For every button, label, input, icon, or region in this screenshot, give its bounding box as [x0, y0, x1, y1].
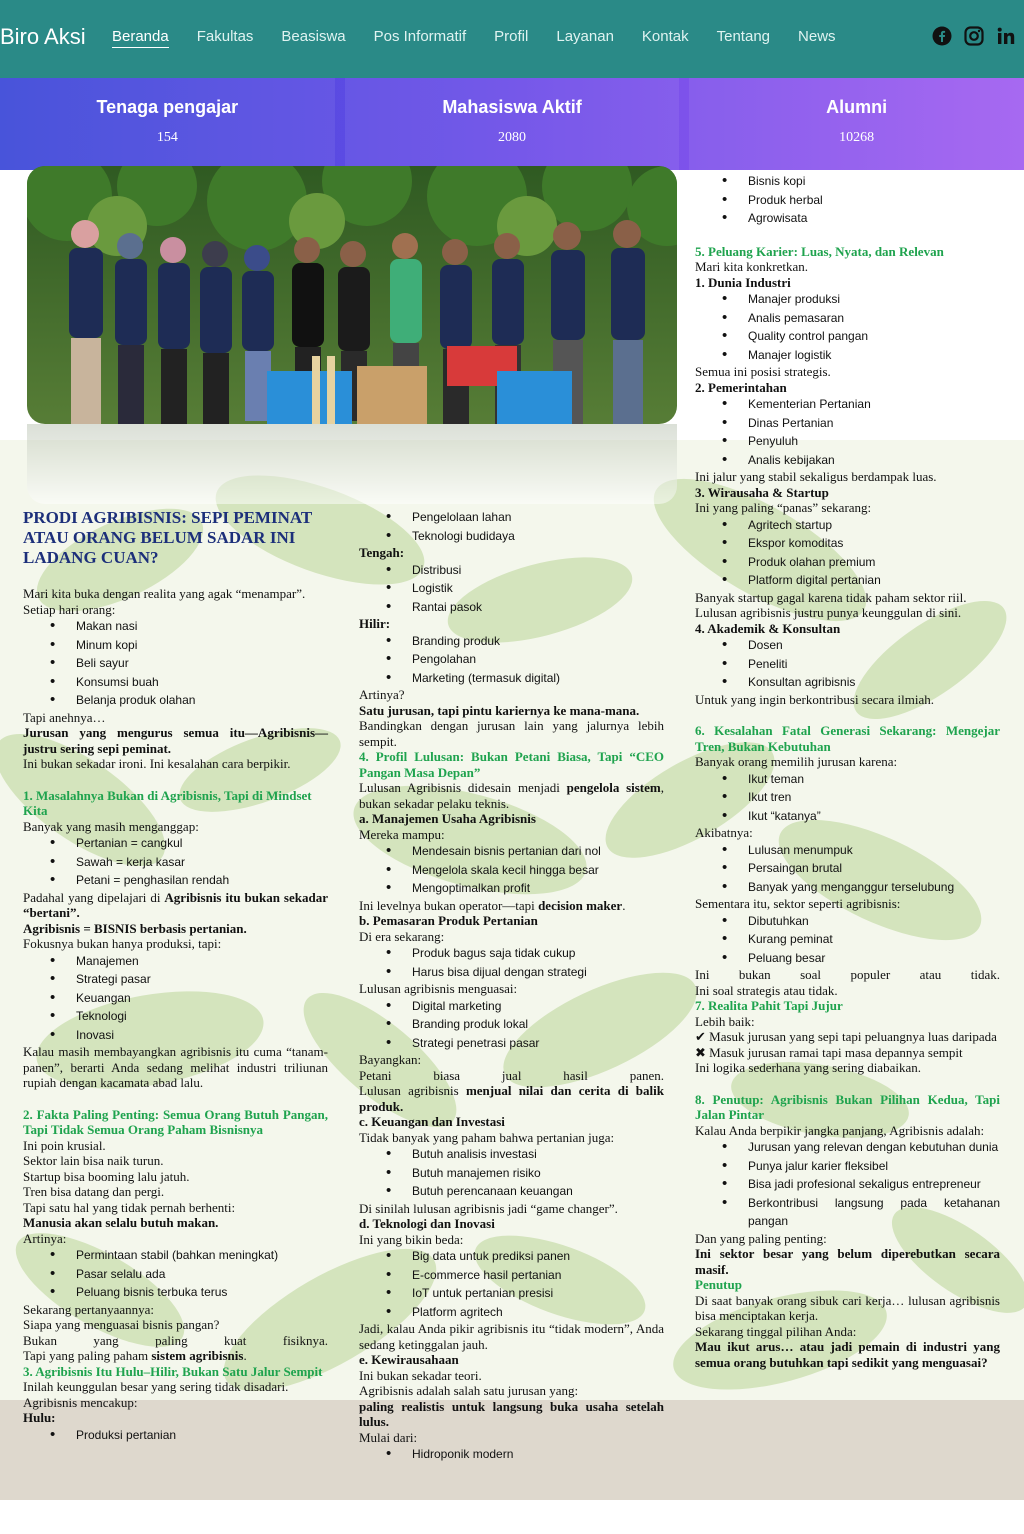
body-text: Lulusan agribisnis menguasai: [359, 981, 518, 996]
body-text: Ini bukan sekadar ironi. Ini kesalahan cara berpikir. [23, 756, 291, 771]
bullet-list [23, 1246, 328, 1302]
body-text: Di sinilah lulusan agribisnis jadi “game changer”. [359, 1200, 618, 1216]
list-item: • Banyak yang menganggur terselubung [695, 878, 1000, 897]
stat-label: Tenaga pengajar [96, 97, 239, 117]
subheading: b. Pemasaran Produk Pertanian [359, 913, 538, 928]
list-item: • Bisnis kopi [695, 172, 1000, 191]
main-nav [112, 28, 836, 48]
list-item: • Butuh perencanaan keuangan [359, 1182, 664, 1201]
list-item: • Teknologi [23, 1007, 328, 1026]
body-text: Lulusan Agribisnis didesain menjadi pengelola sistem, bukan sekadar pelaku teknis. [359, 780, 664, 811]
list-item: • Branding produk lokal [359, 1015, 664, 1034]
body-text: Agribisnis adalah salah satu jurusan yang: [359, 1383, 579, 1398]
bullet-list [695, 636, 1000, 692]
bullet-list [695, 1138, 1000, 1231]
stat-value: 10268 [839, 130, 875, 145]
emphasis-text: Mau ikut arus… atau jadi pemain di industri yang semua orang butuhkan tapi sedikit yang menguasai? [695, 1339, 1000, 1370]
list-item: • Strategi pasar [23, 970, 328, 989]
list-item: • Penyuluh [695, 432, 1000, 451]
subheading: d. Teknologi dan Inovasi [359, 1216, 495, 1231]
nav-item-news[interactable]: News [798, 28, 836, 45]
body-text: Untuk yang ingin berkontribusi secara ilmiah. [695, 691, 935, 707]
list-item: • Punya jalur karier fleksibel [695, 1157, 1000, 1176]
subheading: 4. Akademik & Konsultan [695, 620, 841, 636]
body-text: Siapa yang menguasai bisnis pangan? [23, 1317, 220, 1332]
list-item: • Jurusan yang relevan dengan kebutuhan dunia [695, 1138, 1000, 1157]
stat-mahasiswa-aktif [345, 78, 680, 170]
body-text: Banyak yang masih menganggap: [23, 818, 199, 834]
body-text: Jadi, kalau Anda pikir agribisnis itu “tidak modern”, Anda sedang ketinggalan jauh. [359, 1321, 664, 1352]
body-text: Banyak orang memilih jurusan karena: [695, 754, 898, 769]
bullet-list [695, 770, 1000, 826]
list-item: • Konsumsi buah [23, 673, 328, 692]
body-text: Mulai dari: [359, 1429, 418, 1445]
list-item: • Sawah = kerja kasar [23, 853, 328, 872]
list-item: • Manajer produksi [695, 290, 1000, 309]
list-item: • Belanja produk olahan [23, 691, 328, 710]
body-text: Sekarang tinggal pilihan Anda: [695, 1323, 857, 1339]
list-item: • Berkontribusi langsung pada ketahanan pangan [695, 1194, 1000, 1231]
bullet-list [23, 834, 328, 890]
list-item: • Ekspor komoditas [695, 534, 1000, 553]
list-item: • Produk olahan premium [695, 553, 1000, 572]
nav-item-profil[interactable]: Profil [494, 28, 529, 45]
article-column-3 [695, 172, 1000, 1370]
emphasis-text: Jurusan yang mengurus semua itu—Agribisnis—justru sering sepi peminat. [23, 725, 328, 756]
body-text: Petani biasa jual hasil panen. [359, 1067, 664, 1083]
facebook-icon[interactable] [932, 26, 952, 46]
section-heading: 1. Masalahnya Bukan di Agribisnis, Tapi di Mindset Kita [23, 787, 312, 818]
nav-item-beranda[interactable]: Beranda [112, 28, 169, 48]
body-text: Ini logika sederhana yang sering diabaikan. [695, 1060, 921, 1075]
list-item: • Logistik [359, 579, 664, 598]
article-column-2 [359, 508, 664, 1464]
bullet-list [695, 841, 1000, 897]
bullet-list [359, 632, 664, 688]
body-text: Tapi yang paling paham sistem agribisnis. [23, 1348, 247, 1363]
nav-item-beasiswa[interactable]: Beasiswa [281, 28, 346, 45]
bullet-list [695, 172, 1000, 228]
list-item: • Bisa jadi profesional sekaligus entrepreneur [695, 1175, 1000, 1194]
list-item: • Platform digital pertanian [695, 571, 1000, 590]
emphasis-text: Satu jurusan, tapi pintu kariernya ke mana-mana. [359, 702, 640, 718]
list-item: • Ikut “katanya” [695, 807, 1000, 826]
list-item: • Manajemen [23, 952, 328, 971]
bullet-list [359, 1145, 664, 1201]
stat-tenaga-pengajar [0, 78, 335, 170]
body-text: ✖ Masuk jurusan ramai tapi masa depannya sempit [695, 1044, 963, 1060]
body-text: Startup bisa booming lalu jatuh. [23, 1168, 190, 1184]
body-text: Di saat banyak orang sibuk cari kerja… lulusan agribisnis bisa menciptakan kerja. [695, 1292, 1000, 1323]
list-item: • Pengelolaan lahan [359, 508, 664, 527]
list-item: • Kurang peminat [695, 930, 1000, 949]
bullet-list [359, 842, 664, 898]
list-item: • Hidroponik modern [359, 1445, 664, 1464]
body-text: Sekarang pertanyaannya: [23, 1301, 155, 1317]
body-text: Bukan yang paling kuat fisiknya. [23, 1332, 328, 1348]
nav-item-kontak[interactable]: Kontak [641, 28, 689, 45]
article-title: PRODI AGRIBISNIS: SEPI PEMINAT ATAU ORANG BELUM SADAR INI LADANG CUAN? [23, 508, 312, 567]
subheading: c. Keuangan dan Investasi [359, 1114, 505, 1129]
body-text: Kalau masih membayangkan agribisnis itu cuma “tanam-panen”, berarti Anda sedang melihat industri triliunan rupiah dengan kacamata abad lalu. [23, 1044, 328, 1090]
list-item: • Produk bagus saja tidak cukup [359, 944, 664, 963]
subheading: Hulu: [23, 1410, 56, 1425]
list-item: • Dinas Pertanian [695, 414, 1000, 433]
body-text: Bayangkan: [359, 1052, 422, 1067]
emphasis-text: Ini sektor besar yang belum diperebutkan secara masif. [695, 1246, 1000, 1277]
emphasis-text: paling realistis untuk langsung buka usaha setelah lulus. [359, 1398, 664, 1429]
list-item: • Keuangan [23, 989, 328, 1008]
group-photo [27, 166, 677, 424]
bullet-list [695, 395, 1000, 469]
body-text: Tapi satu hal yang tidak pernah berhenti: [23, 1199, 236, 1215]
bullet-list [359, 997, 664, 1053]
body-text: Akibatnya: [695, 825, 753, 840]
list-item: • Butuh analisis investasi [359, 1145, 664, 1164]
list-item: • Agritech startup [695, 516, 1000, 535]
body-text: Tidak banyak yang paham bahwa pertanian juga: [359, 1129, 615, 1145]
body-text: Kalau Anda berpikir jangka panjang, Agribisnis adalah: [695, 1122, 985, 1138]
body-text: Setiap hari orang: [23, 601, 116, 617]
list-item: • Lulusan menumpuk [695, 841, 1000, 860]
stat-label: Mahasiswa Aktif [442, 97, 582, 117]
daily-list [23, 617, 328, 710]
list-item: • Petani = penghasilan rendah [23, 871, 328, 890]
bullet-list [695, 912, 1000, 968]
body-text: Ini soal strategis atau tidak. [695, 982, 838, 998]
instagram-icon[interactable] [964, 26, 984, 46]
list-item: • Marketing (termasuk digital) [359, 669, 664, 688]
list-item: • Permintaan stabil (bahkan meningkat) [23, 1246, 328, 1265]
bullet-list [695, 516, 1000, 590]
section-heading: 5. Peluang Karier: Luas, Nyata, dan Relevan [695, 243, 944, 259]
social-links [932, 26, 1016, 46]
body-text: Tapi anehnya… [23, 709, 106, 725]
bullet-list [359, 508, 664, 545]
body-text: Tren bisa datang dan pergi. [23, 1184, 165, 1199]
list-item: • Platform agritech [359, 1303, 664, 1322]
nav-item-fakultas[interactable]: Fakultas [196, 28, 254, 45]
body-text: Lebih baik: [695, 1013, 755, 1029]
list-item: • Produk herbal [695, 191, 1000, 210]
body-text: Ini levelnya bukan operator—tapi decision maker. [359, 897, 626, 913]
list-item: • Agrowisata [695, 209, 1000, 228]
body-text: Lulusan agribisnis menjual nilai dan cerita di balik produk. [359, 1083, 664, 1114]
linkedin-icon[interactable] [996, 26, 1016, 46]
body-text: Ini bukan sekadar teori. [359, 1367, 482, 1383]
body-text: Mari kita konkretkan. [695, 259, 808, 274]
list-item: • Mengelola skala kecil hingga besar [359, 861, 664, 880]
list-item: • Manajer logistik [695, 346, 1000, 365]
list-item: • Digital marketing [359, 997, 664, 1016]
bullet-list [359, 1247, 664, 1321]
list-item: • Ikut teman [695, 770, 1000, 789]
stats-band [0, 78, 1024, 170]
list-item: • Pertanian = cangkul [23, 834, 328, 853]
list-item: • Minum kopi [23, 636, 328, 655]
bullet-list [23, 952, 328, 1045]
intro-text: Mari kita buka dengan realita yang agak “menampar”. [23, 586, 306, 601]
body-text: Inilah keunggulan besar yang sering tidak disadari. [23, 1379, 289, 1394]
body-text: Di era sekarang: [359, 928, 445, 944]
body-text: ✔ Masuk jurusan yang sepi tapi peluangnya luas daripada [695, 1029, 997, 1044]
section-heading: 3. Agribisnis Itu Hulu–Hilir, Bukan Satu Jalur Sempit [23, 1363, 323, 1379]
body-text: Ini jalur yang stabil sekaligus berdampak luas. [695, 469, 937, 484]
subheading: Hilir: [359, 616, 391, 631]
body-text: Artinya? [359, 687, 405, 702]
body-text: Sementara itu, sektor seperti agribisnis: [695, 896, 901, 911]
body-text: Semua ini posisi strategis. [695, 364, 831, 379]
body-text: Ini bukan soal populer atau tidak. [695, 967, 1000, 982]
stat-label: Alumni [826, 97, 888, 117]
body-text: Mereka mampu: [359, 826, 445, 842]
list-item: • Mengoptimalkan profit [359, 879, 664, 898]
body-text: Fokusnya bukan hanya produksi, tapi: [23, 936, 222, 951]
body-text: Ini yang paling “panas” sekarang: [695, 500, 872, 515]
body-text: Agribisnis mencakup: [23, 1394, 138, 1410]
list-item: • Distribusi [359, 561, 664, 580]
list-item: • Produksi pertanian [23, 1426, 328, 1445]
nav-item-pos-informatif[interactable]: Pos Informatif [373, 28, 467, 45]
subheading: e. Kewirausahaan [359, 1352, 459, 1367]
subheading: Tengah: [359, 545, 405, 560]
section-heading: 8. Penutup: Agribisnis Bukan Pilihan Kedua, Tapi Jalan Pintar [695, 1091, 1000, 1122]
list-item: • Makan nasi [23, 617, 328, 636]
list-item: • Inovasi [23, 1026, 328, 1045]
list-item: • Pasar selalu ada [23, 1265, 328, 1284]
brand-logo[interactable]: Biro Aksi [0, 24, 86, 49]
list-item: • Quality control pangan [695, 327, 1000, 346]
stat-alumni [689, 78, 1024, 170]
list-item: • Kementerian Pertanian [695, 395, 1000, 414]
subheading: a. Manajemen Usaha Agribisnis [359, 811, 536, 826]
body-text: Ini yang bikin beda: [359, 1231, 464, 1247]
stat-value: 2080 [498, 130, 526, 145]
list-item: • Analis pemasaran [695, 309, 1000, 328]
subheading: 2. Pemerintahan [695, 379, 787, 395]
body-text: Lulusan agribisnis justru punya keunggulan di sini. [695, 605, 962, 620]
list-item: • Ikut tren [695, 788, 1000, 807]
section-heading: 7. Realita Pahit Tapi Jujur [695, 998, 843, 1013]
list-item: • Big data untuk prediksi panen [359, 1247, 664, 1266]
bullet-list [359, 944, 664, 981]
top-navbar [0, 0, 1024, 78]
list-item: • Analis kebijakan [695, 451, 1000, 470]
list-item: • Konsultan agribisnis [695, 673, 1000, 692]
bullet-list [359, 561, 664, 617]
list-item: • Dosen [695, 636, 1000, 655]
list-item: • Mendesain bisnis pertanian dari nol [359, 842, 664, 861]
list-item: • Strategi penetrasi pasar [359, 1034, 664, 1053]
list-item: • Teknologi budidaya [359, 527, 664, 546]
list-item: • Peneliti [695, 655, 1000, 674]
list-item: • Persaingan brutal [695, 859, 1000, 878]
list-item: • Branding produk [359, 632, 664, 651]
nav-item-tentang[interactable]: Tentang [716, 28, 771, 45]
section-heading: Penutup [695, 1277, 742, 1292]
section-heading: 6. Kesalahan Fatal Generasi Sekarang: Mengejar Tren, Bukan Kebutuhan [695, 723, 1000, 754]
section-heading: 2. Fakta Paling Penting: Semua Orang Butuh Pangan, Tapi Tidak Semua Orang Paham Bisnisnya [23, 1106, 328, 1137]
list-item: • Dibutuhkan [695, 912, 1000, 931]
list-item: • Peluang besar [695, 949, 1000, 968]
body-text: Banyak startup gagal karena tidak paham sektor riil. [695, 589, 967, 605]
body-text: Ini poin krusial. [23, 1137, 106, 1153]
subheading: 1. Dunia Industri [695, 274, 791, 290]
list-item: • Peluang bisnis terbuka terus [23, 1283, 328, 1302]
body-text: Dan yang paling penting: [695, 1230, 827, 1246]
bullet-list [695, 290, 1000, 364]
emphasis-text: Manusia akan selalu butuh makan. [23, 1215, 219, 1230]
stat-value: 154 [156, 130, 178, 145]
body-text: Artinya: [23, 1230, 67, 1246]
body-text: Sektor lain bisa naik turun. [23, 1153, 164, 1168]
photo-reflection [27, 424, 677, 504]
body-text: Bandingkan dengan jurusan lain yang jalurnya lebih sempit. [359, 718, 664, 749]
emphasis-text: Agribisnis = BISNIS berbasis pertanian. [23, 920, 247, 936]
list-item: • Pengolahan [359, 650, 664, 669]
bullet-list [359, 1445, 664, 1464]
list-item: • Rantai pasok [359, 598, 664, 617]
list-item: • Harus bisa dijual dengan strategi [359, 963, 664, 982]
list-item: • E-commerce hasil pertanian [359, 1266, 664, 1285]
nav-item-layanan[interactable]: Layanan [556, 28, 614, 45]
body-text: Padahal yang dipelajari di Agribisnis itu bukan sekadar “bertani”. [23, 889, 328, 920]
subheading: 3. Wirausaha & Startup [695, 484, 829, 500]
list-item: • IoT untuk pertanian presisi [359, 1284, 664, 1303]
section-heading: 4. Profil Lulusan: Bukan Petani Biasa, Tapi “CEO Pangan Masa Depan” [359, 749, 664, 780]
article-column-1 [23, 508, 328, 1444]
list-item: • Beli sayur [23, 654, 328, 673]
list-item: • Butuh manajemen risiko [359, 1164, 664, 1183]
bullet-list [23, 1426, 328, 1445]
